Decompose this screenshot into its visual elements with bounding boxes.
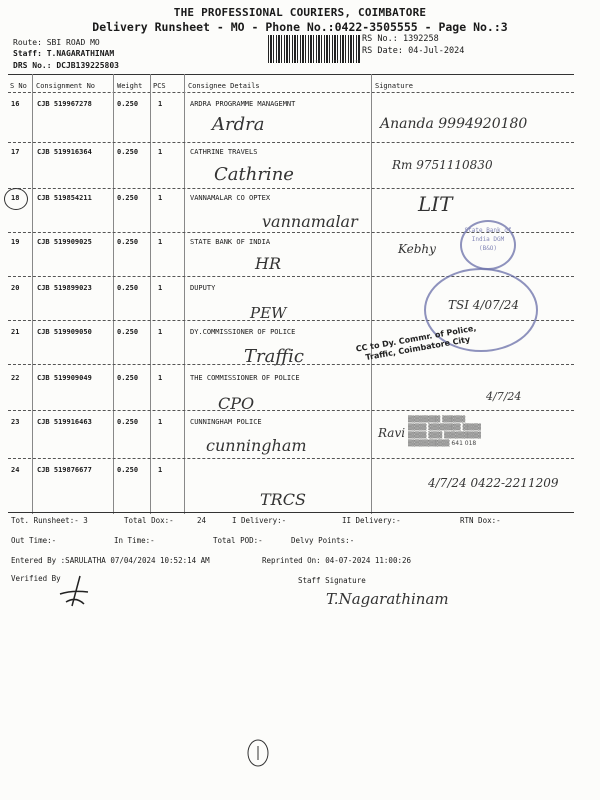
staff-label: Staff: <box>13 49 42 58</box>
row-sno: 20 <box>11 284 20 292</box>
handwritten-signature: 4/7/24 0422-2211209 <box>428 476 559 490</box>
rtn-dox: RTN Dox:- <box>460 516 501 525</box>
row-consignee: STATE BANK OF INDIA <box>190 238 271 246</box>
row-sno: 17 <box>11 148 20 156</box>
row-pcs: 1 <box>158 238 163 246</box>
in-time: In Time:- <box>114 536 155 545</box>
row-sno: 16 <box>11 100 20 108</box>
handwritten-signature: Kebhy <box>398 242 436 256</box>
ii-delivery: II Delivery:- <box>342 516 401 525</box>
total-dox-label: Total Dox:- <box>124 516 174 525</box>
row-sno: 18 <box>11 194 20 202</box>
table-row <box>0 458 600 512</box>
table-row <box>0 410 600 458</box>
route-value: SBI ROAD MO <box>46 38 100 47</box>
handwritten-name: PEW <box>250 304 287 322</box>
rs-no-line <box>362 34 439 44</box>
col-weight: Weight <box>117 82 143 90</box>
route-line <box>13 38 100 47</box>
drs-value: DCJB139225803 <box>56 61 119 70</box>
row-pcs: 1 <box>158 466 163 474</box>
entered-by: Entered By :SARULATHA 07/04/2024 10:52:14 AM <box>11 556 210 565</box>
row-consignment: CJB 519909050 <box>37 328 92 336</box>
row-pcs: 1 <box>158 194 163 202</box>
row-consignee: THE COMMISSIONER OF POLICE <box>190 374 300 382</box>
row-weight: 0.250 <box>117 284 139 292</box>
handwritten-name: cunningham <box>206 436 307 455</box>
row-pcs: 1 <box>158 148 163 156</box>
handwritten-signature: TSI 4/07/24 <box>448 298 520 312</box>
row-sno: 19 <box>11 238 20 246</box>
handwritten-name: TRCS <box>260 490 306 509</box>
police-stamp: CC to Dy. Commr. of Police, Traffic, Coimbatore City <box>355 323 477 363</box>
rs-no-label: RS No.: <box>362 34 398 44</box>
drs-label: DRS No.: <box>13 61 52 70</box>
row-consignee: DUPUTY <box>190 284 216 292</box>
row-weight: 0.250 <box>117 418 139 426</box>
col-sno: S No <box>10 82 27 90</box>
i-delivery: I Delivery:- <box>232 516 287 525</box>
row-weight: 0.250 <box>117 328 139 336</box>
table-top-rule <box>8 74 574 75</box>
sbi-round-stamp: State Bank of India DGM (B&O) <box>460 220 516 270</box>
table-row <box>0 364 600 413</box>
row-consignment: CJB 519909025 <box>37 238 92 246</box>
handwritten-name: Ardra <box>212 114 265 135</box>
out-time: Out Time:- <box>11 536 57 545</box>
handwritten-name: vannamalar <box>262 212 358 231</box>
row-consignee: VANNAMALAR CO OPTEX <box>190 194 271 202</box>
handwritten-name: Cathrine <box>214 164 294 185</box>
handwritten-name: Traffic <box>244 346 304 367</box>
row-sno: 24 <box>11 466 20 474</box>
route-label: Route: <box>13 38 42 47</box>
rs-no-value: 1392258 <box>402 34 439 44</box>
verifier-signature <box>52 572 102 612</box>
tamil-stamp: ▒▒▒▒▒▒▒ ▒▒▒▒▒ ▒▒▒▒ ▒▒▒▒▒▒▒ ▒▒▒▒ ▒▒▒▒ ▒▒▒ ▒▒▒▒▒▒▒▒ ▒▒▒▒▒▒▒▒▒ 641 018 <box>408 416 482 447</box>
row-consignment: CJB 519916463 <box>37 418 92 426</box>
row-weight: 0.250 <box>117 374 139 382</box>
row-pcs: 1 <box>158 418 163 426</box>
staff-line <box>13 49 114 58</box>
rs-date-label: RS Date: <box>362 46 403 56</box>
handwritten-signature: Ravi <box>378 426 406 440</box>
handwritten-signature: 4/7/24 <box>486 390 522 403</box>
staff-signature-hand: T.Nagarathinam <box>326 590 449 608</box>
row-consignee: ARDRA PROGRAMME MANAGEMNT <box>190 100 296 108</box>
row-weight: 0.250 <box>117 238 139 246</box>
circle-mark <box>246 738 270 768</box>
delvy-points: Delvy Points:- <box>291 536 355 545</box>
total-pod: Total POD:- <box>213 536 263 545</box>
reprinted-on: Reprinted On: 04-07-2024 11:00:26 <box>262 556 412 565</box>
header-rule <box>8 92 574 93</box>
row-pcs: 1 <box>158 100 163 108</box>
row-consignment: CJB 519967278 <box>37 100 92 108</box>
handwritten-signature: Rm 9751110830 <box>392 158 493 172</box>
verified-by: Verified By <box>11 574 61 583</box>
tot-runsheet: Tot. Runsheet:- 3 <box>11 516 88 525</box>
table-bottom-rule <box>8 512 574 513</box>
row-consignee: CUNNINGHAM POLICE <box>190 418 262 426</box>
row-consignment: CJB 519909049 <box>37 374 92 382</box>
row-consignee: CATHRINE TRAVELS <box>190 148 258 156</box>
handwritten-name: CPO <box>218 394 255 413</box>
row-consignee: DY.COMMISSIONER OF POLICE <box>190 328 296 336</box>
staff-signature-label: Staff Signature <box>298 576 366 585</box>
company-title: THE PROFESSIONAL COURIERS, COIMBATORE <box>173 6 427 19</box>
barcode <box>268 35 360 63</box>
table-row <box>0 188 600 232</box>
handwritten-signature: Ananda 9994920180 <box>380 116 528 132</box>
row-weight: 0.250 <box>117 100 139 108</box>
runsheet-title: Delivery Runsheet - MO - Phone No.:0422-3505555 - Page No.:3 <box>92 20 508 34</box>
row-sno: 23 <box>11 418 20 426</box>
row-sno: 21 <box>11 328 20 336</box>
row-weight: 0.250 <box>117 194 139 202</box>
row-pcs: 1 <box>158 328 163 336</box>
table-row <box>0 142 600 188</box>
row-consignment: CJB 519854211 <box>37 194 92 202</box>
row-consignment: CJB 519916364 <box>37 148 92 156</box>
staff-value: T.NAGARATHINAM <box>46 49 115 58</box>
col-signature: Signature <box>375 82 413 90</box>
col-consignment: Consignment No <box>36 82 96 90</box>
row-consignment: CJB 519899023 <box>37 284 92 292</box>
total-dox-value: 24 <box>197 516 207 525</box>
drs-line <box>13 61 119 70</box>
col-consignee: Consignee Details <box>188 82 260 90</box>
handwritten-signature: LIT <box>418 192 453 216</box>
row-consignment: CJB 519876677 <box>37 466 92 474</box>
rs-date-value: 04-Jul-2024 <box>408 46 465 56</box>
table-row <box>0 94 600 142</box>
row-weight: 0.250 <box>117 148 139 156</box>
row-sno: 22 <box>11 374 20 382</box>
col-pcs: PCS <box>153 82 166 90</box>
rs-date-line <box>362 46 464 56</box>
row-weight: 0.250 <box>117 466 139 474</box>
handwritten-name: HR <box>255 254 281 273</box>
row-pcs: 1 <box>158 284 163 292</box>
row-pcs: 1 <box>158 374 163 382</box>
